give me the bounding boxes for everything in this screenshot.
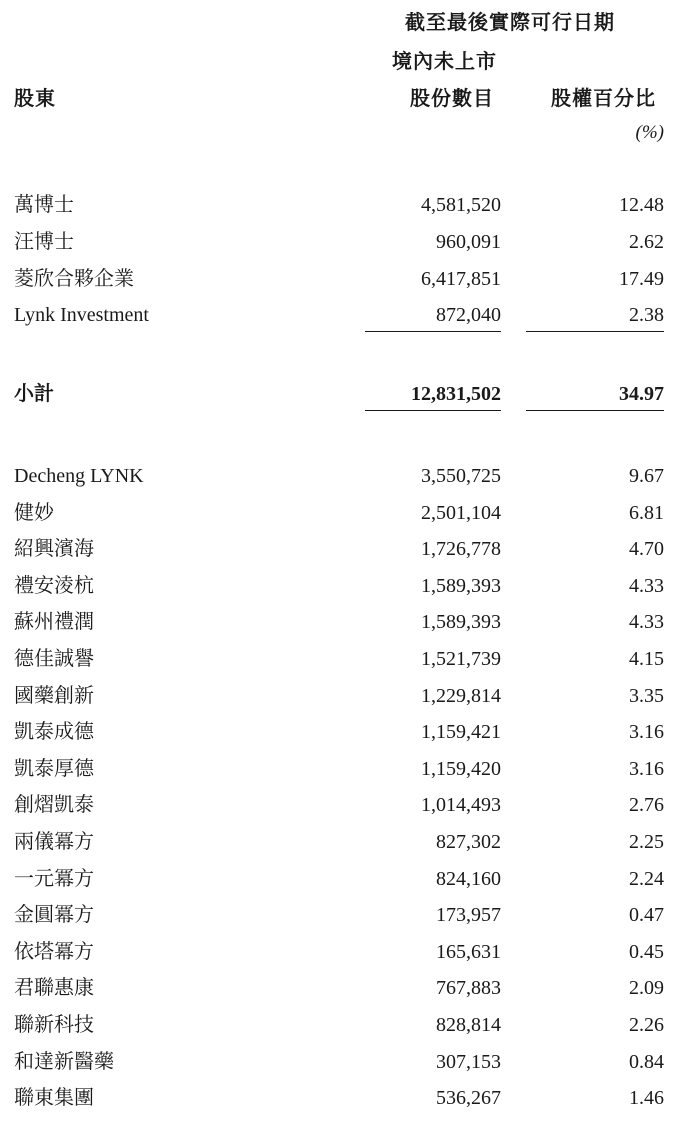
shareholder-name: 聯東集團: [14, 1087, 94, 1110]
shareholder-name: 紹興濱海: [14, 538, 94, 561]
table-row: [0, 937, 678, 967]
table-row: [0, 790, 678, 820]
table-row: [0, 864, 678, 894]
table-row: [0, 190, 678, 220]
shareholding-percentage: 4.70: [629, 538, 664, 561]
subtotal-pct: 34.97: [619, 383, 664, 405]
table-row: [0, 571, 678, 601]
shareholding-percentage: 2.25: [629, 831, 664, 853]
shareholder-name: 國藥創新: [14, 684, 94, 707]
shareholding-percentage: 17.49: [619, 267, 664, 290]
shareholder-name: 萬博士: [14, 194, 74, 216]
table-row: [0, 681, 678, 711]
shareholder-name: 一元冪方: [14, 867, 94, 890]
share-count: 1,589,393: [421, 611, 501, 634]
header-shares-line2: 股份數目: [410, 88, 494, 110]
subtotal-shares: 12,831,502: [411, 383, 501, 405]
subtotal-label: 小計: [14, 383, 54, 405]
shareholder-name: 凱泰成德: [14, 721, 94, 744]
table-row: [0, 534, 678, 564]
share-count: 824,160: [436, 867, 501, 890]
shareholding-percentage: 4.33: [629, 574, 664, 597]
table-row: [0, 644, 678, 674]
table-row: [0, 717, 678, 747]
shareholding-percentage: 0.84: [629, 1050, 664, 1073]
share-count: 1,014,493: [421, 794, 501, 817]
shareholder-name: 依塔冪方: [14, 940, 94, 963]
share-count: 828,814: [436, 1014, 501, 1036]
shareholder-name: 蘇州禮潤: [14, 611, 94, 634]
shareholder-name: 菱欣合夥企業: [14, 267, 134, 290]
share-count: 2,501,104: [421, 501, 501, 524]
table-row: [0, 227, 678, 257]
shareholding-percentage: 9.67: [629, 465, 664, 487]
shareholder-name: 金圓冪方: [14, 904, 94, 927]
table-row: [0, 264, 678, 294]
table-row: [0, 900, 678, 930]
shareholding-percentage: 2.38: [629, 304, 664, 327]
shareholder-name: 禮安淩杭: [14, 574, 94, 597]
shareholder-name: 德佳誠譽: [14, 648, 94, 670]
table-row: [0, 1083, 678, 1113]
shareholder-name: 凱泰厚德: [14, 757, 94, 780]
shareholder-name: 健妙: [14, 501, 54, 524]
table-row: [0, 461, 678, 491]
shareholding-percentage: 0.45: [629, 940, 664, 963]
share-count: 1,589,393: [421, 574, 501, 597]
share-count: 1,726,778: [421, 538, 501, 561]
share-count: 307,153: [436, 1050, 501, 1073]
header-unit: (%): [635, 122, 664, 143]
share-count: 6,417,851: [421, 267, 501, 290]
share-count: 1,229,814: [421, 684, 501, 707]
shareholding-percentage: 2.26: [629, 1014, 664, 1036]
shareholding-percentage: 2.09: [629, 977, 664, 1000]
table-row: [0, 754, 678, 784]
header-holder: 股東: [14, 88, 56, 110]
shareholding-percentage: 3.16: [629, 721, 664, 744]
table-row: [0, 1047, 678, 1077]
shareholding-percentage: 3.35: [629, 684, 664, 707]
shareholding-percentage: 12.48: [619, 194, 664, 216]
share-count: 872,040: [436, 304, 501, 327]
shareholding-percentage: 4.33: [629, 611, 664, 634]
rule-below-subtotal-pct: [526, 410, 664, 411]
shareholder-name: 汪博士: [14, 230, 74, 253]
table-row: [0, 1010, 678, 1040]
header-shares-line1: 境內未上市: [392, 51, 497, 73]
shareholding-percentage: 4.15: [629, 648, 664, 670]
shareholding-percentage: 0.47: [629, 904, 664, 927]
share-count: 1,521,739: [421, 648, 501, 670]
share-count: 827,302: [436, 831, 501, 853]
shareholding-percentage: 1.46: [629, 1087, 664, 1110]
shareholder-name: Lynk Investment: [14, 304, 149, 327]
rule-above-subtotal-pct: [526, 331, 664, 332]
share-count: 536,267: [436, 1087, 501, 1110]
shareholding-percentage: 2.76: [629, 794, 664, 817]
shareholder-name: 創熠凱泰: [14, 794, 94, 817]
shareholding-percentage: 3.16: [629, 757, 664, 780]
table-row: [0, 498, 678, 528]
table-row: [0, 607, 678, 637]
shareholding-percentage: 6.81: [629, 501, 664, 524]
shareholder-name: 兩儀冪方: [14, 831, 94, 853]
shareholder-name: 君聯惠康: [14, 977, 94, 1000]
subtotal-row: [0, 379, 678, 409]
share-count: 173,957: [436, 904, 501, 927]
shareholding-percentage: 2.62: [629, 230, 664, 253]
shareholder-name: Decheng LYNK: [14, 465, 144, 487]
table-row: [0, 300, 678, 330]
share-count: 767,883: [436, 977, 501, 1000]
rule-above-subtotal-shares: [365, 331, 501, 332]
share-count: 960,091: [436, 230, 501, 253]
table-row: [0, 973, 678, 1003]
share-count: 1,159,421: [421, 721, 501, 744]
shareholder-name: 聯新科技: [14, 1014, 94, 1036]
rule-below-subtotal-shares: [365, 410, 501, 411]
share-count: 1,159,420: [421, 757, 501, 780]
share-count: 165,631: [436, 940, 501, 963]
shareholder-name: 和達新醫藥: [14, 1050, 114, 1073]
table-row: [0, 827, 678, 857]
share-count: 4,581,520: [421, 194, 501, 216]
header-percentage: 股權百分比: [551, 88, 656, 110]
share-count: 3,550,725: [421, 465, 501, 487]
shareholding-percentage: 2.24: [629, 867, 664, 890]
header-period: 截至最後實際可行日期: [405, 12, 615, 34]
